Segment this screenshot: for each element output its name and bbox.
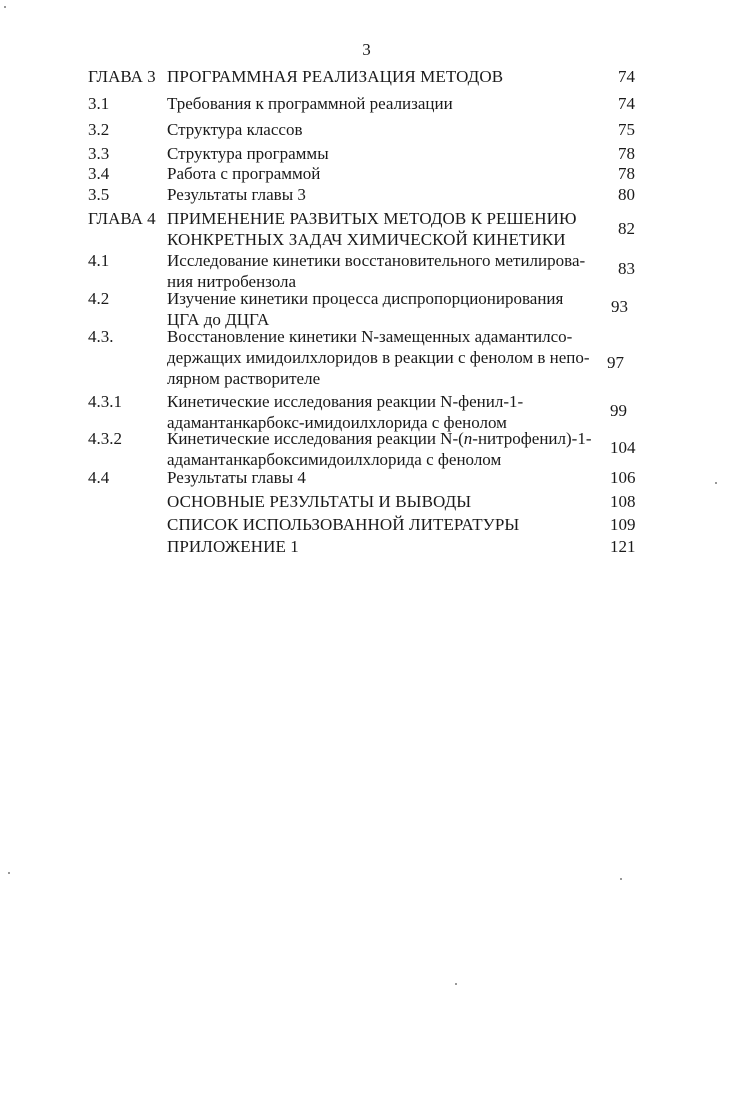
toc-title [167,391,523,433]
toc-title-line: адамантанкарбокс-имидоилхлорида с фенолом [167,413,507,432]
toc-title [167,66,503,87]
toc-title [167,536,299,557]
page-number: 3 [362,40,371,59]
toc-section-number: 4.4 [88,468,110,487]
toc-section-number: 4.3. [88,327,114,346]
toc-page-number: 83 [618,259,635,278]
toc-title [167,184,306,205]
toc-title [167,467,306,488]
toc-title-line: Восстановление кинетики N-замещенных адамантилсо- [167,327,573,346]
toc-title-line: Структура классов [167,120,303,139]
toc-title-line: адамантанкарбоксимидоилхлорида с фенолом [167,450,502,469]
toc-title-line: КОНКРЕТНЫХ ЗАДАЧ ХИМИЧЕСКОЙ КИНЕТИКИ [167,230,566,249]
toc-section-number: 4.3.1 [88,392,122,411]
toc-title-line: ПРИЛОЖЕНИЕ 1 [167,537,299,556]
toc-title-line: лярном растворителе [167,369,321,388]
toc-section-number: 4.3.2 [88,429,122,448]
toc-title-line: Изучение кинетики процесса диспропорционирования [167,289,564,308]
toc-title [167,428,592,470]
toc-title-line: Результаты главы 3 [167,185,306,204]
toc-title [167,93,453,114]
toc-title-line: Требования к программной реализации [167,94,453,113]
toc-section-number: 3.1 [88,94,110,113]
toc-section-number: 3.5 [88,185,110,204]
toc-title [167,143,329,164]
toc-title [167,491,471,512]
toc-title [167,119,302,140]
toc-page-number: 75 [618,120,635,139]
toc-section-number: ГЛАВА 4 [88,209,156,228]
toc-page-number: 109 [610,515,636,534]
scan-speck [8,872,10,874]
toc-title-line: держащих имидоилхлоридов в реакции с фенолом в непо- [167,348,590,367]
toc-page-number: 74 [618,94,635,113]
toc-title-line: Результаты главы 4 [167,468,306,487]
toc-page-number: 93 [611,297,628,316]
toc-page-number: 82 [618,219,635,238]
toc-section-number: 3.4 [88,164,110,183]
toc-page-number: 99 [610,401,627,420]
scan-speck [4,6,6,8]
toc-page-number: 78 [618,164,635,183]
toc-title [167,326,590,389]
toc-section-number: 3.2 [88,120,110,139]
toc-title [167,514,519,535]
toc-title [167,288,563,330]
toc-page-number: 104 [610,438,636,457]
scan-speck [455,983,457,985]
toc-page-number: 106 [610,468,636,487]
toc-section-number: 3.3 [88,144,110,163]
toc-title-line: ПРОГРАММНАЯ РЕАЛИЗАЦИЯ МЕТОДОВ [167,67,504,86]
toc-title-line: ПРИМЕНЕНИЕ РАЗВИТЫХ МЕТОДОВ К РЕШЕНИЮ [167,209,577,228]
scan-speck [620,878,622,880]
toc-page-number: 78 [618,144,635,163]
toc-title-line: СПИСОК ИСПОЛЬЗОВАННОЙ ЛИТЕРАТУРЫ [167,515,520,534]
toc-title-line: Исследование кинетики восстановительного метилирова- [167,251,586,270]
scan-speck [715,482,717,484]
toc-title-line: Структура программы [167,144,329,163]
toc-title-line: Кинетические исследования реакции N-(n-нитрофенил)-1- [167,429,592,448]
toc-page-number: 108 [610,492,636,511]
toc-section-number: ГЛАВА 3 [88,67,156,86]
toc-page-number: 74 [618,67,635,86]
toc-page-number: 80 [618,185,635,204]
toc-title-line: Работа с программой [167,164,321,183]
toc-section-number: 4.1 [88,251,110,270]
toc-page-number: 97 [607,353,624,372]
toc-page-number: 121 [610,537,636,556]
toc-title [167,163,320,184]
toc-title [167,208,577,250]
toc-title-line: ния нитробензола [167,272,297,291]
toc-title-line: Кинетические исследования реакции N-фенил-1- [167,392,524,411]
toc-title [167,250,585,292]
toc-section-number: 4.2 [88,289,110,308]
toc-title-line: ОСНОВНЫЕ РЕЗУЛЬТАТЫ И ВЫВОДЫ [167,492,472,511]
toc-title-line: ЦГА до ДЦГА [167,310,270,329]
